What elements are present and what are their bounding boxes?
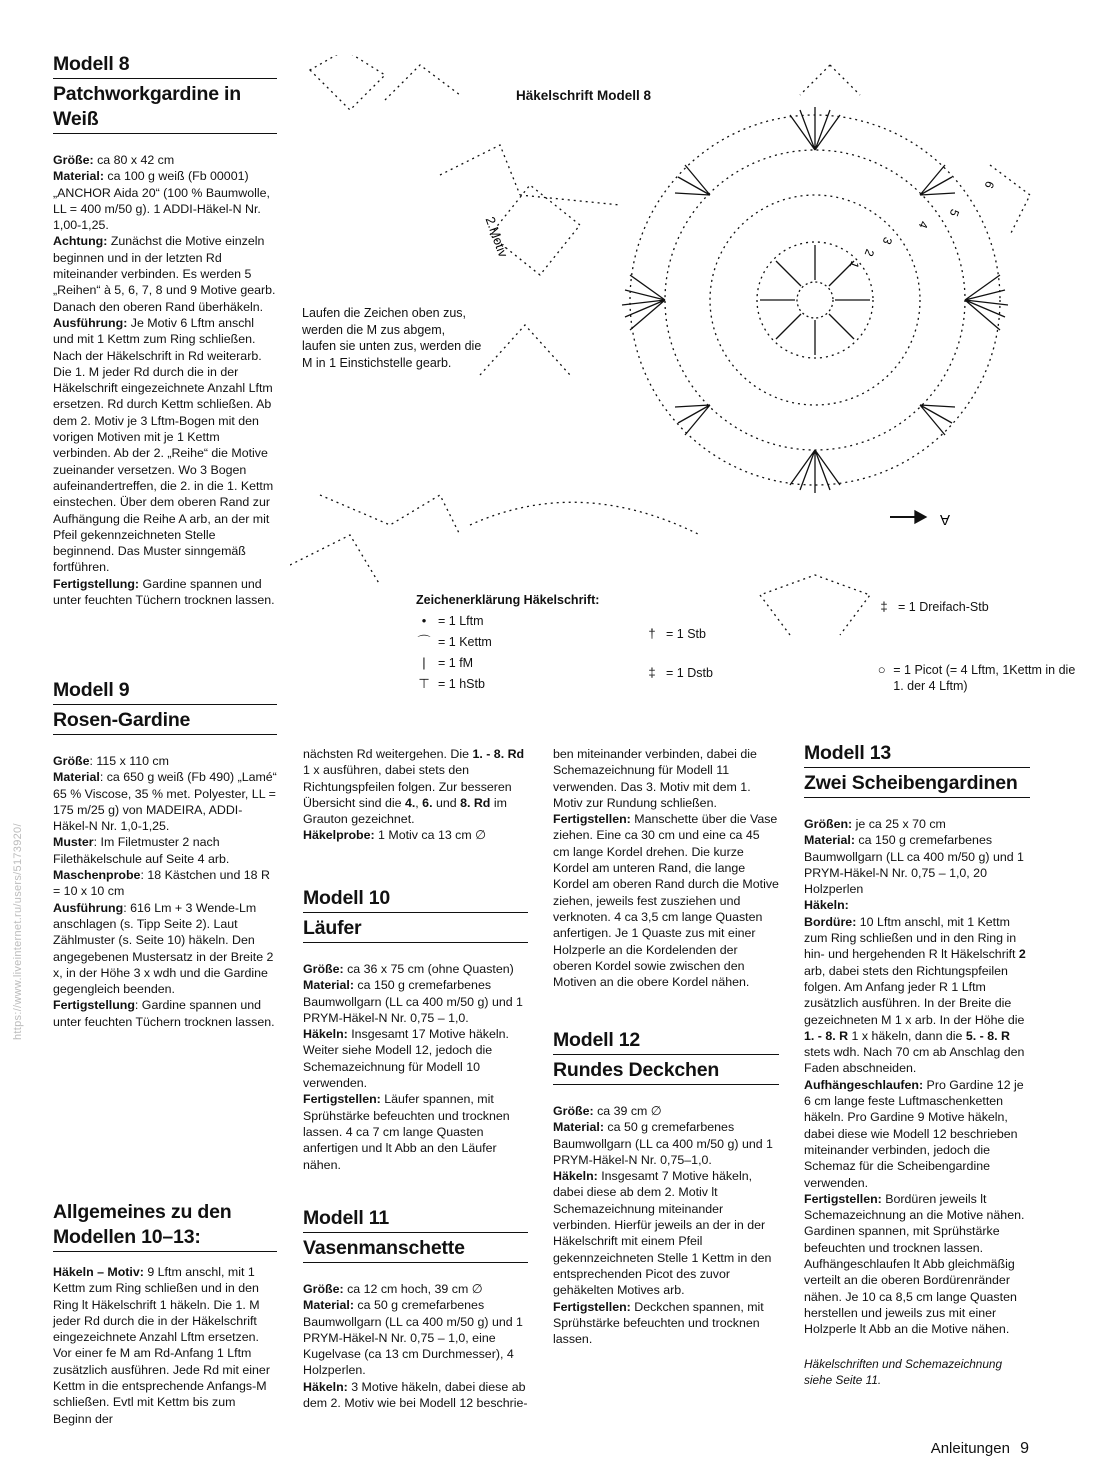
m9-fertigstellung: Fertigstellung: Gardine spannen und unter feuchten Tüchern trocknen lassen. xyxy=(53,998,275,1029)
legend-item xyxy=(644,662,713,683)
legend-item xyxy=(416,610,599,631)
motiv-label: 2.Motiv xyxy=(482,214,511,260)
legend-item xyxy=(416,673,599,694)
legend-col4 xyxy=(876,662,1076,694)
modell-11-title: Modell 11 xyxy=(303,1206,528,1233)
m8-groesse: Größe: ca 80 x 42 cm xyxy=(53,153,175,167)
m13-fertigstellen: Fertigstellen: Bordüren jeweils lt Schemazeichnung an die Motive nähen. Gardinen spannen, mit Sprühstärke befeuchten und trocknen lassen. xyxy=(804,1191,1025,1255)
modell-11 xyxy=(303,1206,528,1411)
m11-groesse: Größe: ca 12 cm hoch, 39 cm ∅ xyxy=(303,1282,483,1296)
round-number-4: 4 xyxy=(915,219,932,231)
legend-item xyxy=(644,606,713,662)
modell-8-subtitle: Patchworkgardine in Weiß xyxy=(53,82,277,134)
half-double-crochet-icon: ⊤ xyxy=(418,675,430,691)
modell-13-subtitle: Zwei Scheibengardinen xyxy=(804,771,1030,798)
treble-crochet-icon: ‡ xyxy=(648,664,656,680)
modell-13-title: Modell 13 xyxy=(804,741,1030,768)
column-3 xyxy=(553,746,779,990)
allg-continued: nächsten Rd weitergehen. Die 1. - 8. Rd 1 x ausführen, dabei stets den Richtungspfeilen folgen. Zur besseren Übersicht sind die 4., 6. und 8. Rd im Grauton gezeichnet. xyxy=(303,747,525,827)
page-number: 9 xyxy=(1020,1440,1029,1457)
m11-fertigstellen: Fertigstellen: Manschette über die Vase ziehen. Eine ca 30 cm und eine ca 45 cm lange Kordel drehen. Die kurze Kordel am unteren Rand, die lange Kordel am oberen Rand durch die Motive ziehen, jeweils fest zusziehen und verknoten. 4 ca 3,5 cm lange Quasten anfertigen. Je 1 Quaste zus mit einer Holzperle an die Kordelenden der oberen Kordel sowie zwischen den Motiven an die obere Kordel nähen. xyxy=(553,812,779,990)
legend-item xyxy=(416,631,599,652)
m10-groesse: Größe: ca 36 x 75 cm (ohne Quasten) xyxy=(303,962,514,976)
m8-fertigstellung: Fertigstellung: Gardine spannen und unter feuchten Tüchern trocknen lassen. xyxy=(53,576,275,608)
legend-item xyxy=(876,662,1076,694)
modell-10-subtitle: Läufer xyxy=(303,916,528,943)
chain-stitch-icon: • xyxy=(421,612,427,628)
allgemeines xyxy=(53,1200,277,1427)
diagram-note: Laufen die Zeichen oben zus, werden die M zus abgem, laufen sie unten zus, werden die M in 1 Einstichstelle gearb. xyxy=(302,306,482,370)
modell-8 xyxy=(53,52,277,608)
round-number-6: 6 xyxy=(981,179,998,191)
legend-text: = 1 Kettm xyxy=(438,634,492,649)
m13-groessen: Größen: je ca 25 x 70 cm xyxy=(804,817,946,831)
footer-section: Anleitungen xyxy=(930,1440,1010,1457)
modell-12-subtitle: Rundes Deckchen xyxy=(553,1058,779,1085)
m13-aufhaengeschlaufen: Aufhängeschlaufen: Pro Gardine 12 je 6 cm lange feste Luftmaschenketten häkeln. Pro Gardine 9 Motive häkeln, dabei diese wie Modell 12 beschrieben miteinander verbinden, jedoch die Schemaz für die Scheibengardine verwenden. xyxy=(804,1077,1024,1190)
legend-text: = 1 hStb xyxy=(438,676,485,691)
modell-10 xyxy=(303,886,528,1173)
m11-haekeln: Häkeln: 3 Motive häkeln, dabei diese ab dem 2. Motiv wie bei Modell 12 beschrie- xyxy=(303,1379,528,1411)
legend-text: = 1 Dreifach-Stb xyxy=(898,599,989,614)
m13-aufhaengeschlaufen-2: Aufhängeschlaufen lt Abb gleichmäßig verteilt an die oberen Bordürenränder nähen. Je 10 ca 8,5 cm lange Quasten herstellen und jeweils zus mit einer Holzperle lt Abb an die Motive nähen. xyxy=(804,1257,1017,1337)
m11-continued: ben miteinander verbinden, dabei die Schemazeichnung für Modell 11 verwenden. Das 3. Motiv mit dem 1. Motiv zur Rundung schließen. xyxy=(553,747,757,810)
m13-note: Häkelschriften und Schemazeichnung siehe Seite 11. xyxy=(804,1356,1003,1387)
m12-material: Material: ca 50 g cremefarbenes Baumwollgarn (LL ca 400 m/50 g) und 1 PRYM-Häkel-N Nr. 0,75–1,0. xyxy=(553,1120,773,1167)
watermark-url: https://www.liveinternet.ru/users/5173920/ xyxy=(12,823,24,1040)
m8-achtung: Achtung: Zunächst die Motive einzeln beginnen und in der letzten Rd miteinander verbinden. Es werden 5 „Reihen“ à 5, 6, 7, 8 und 9 Motive gearb. Danach den oberen Rand überhäkeln. xyxy=(53,234,276,314)
legend-title: Zeichenerklärung Häkelschrift: xyxy=(416,593,600,607)
m11-material: Material: ca 50 g cremefarbenes Baumwollgarn (LL ca 400 m/50 g) und 1 PRYM-Häkel-N Nr. 0,75 – 1,0, eine Kugelvase (ca 13 cm Durchmesser), 4 Holzperlen. xyxy=(303,1298,523,1378)
legend-text: = 1 Dstb xyxy=(666,665,713,680)
m9-groesse: Größe: 115 x 110 cm xyxy=(53,754,169,768)
legend-item xyxy=(416,652,599,673)
m9-maschenprobe: Maschenprobe: 18 Kästchen und 18 R = 10 x 10 cm xyxy=(53,868,270,899)
m10-haekeln: Häkeln: Insgesamt 17 Motive häkeln. Weiter siehe Modell 12, jedoch die Schemazeichnung für Modell 10 verwenden. xyxy=(303,1027,509,1091)
legend-text: = 1 Lftm xyxy=(438,613,484,628)
m10-material: Material: ca 150 g cremefarbenes Baumwollgarn (LL ca 400 m/50 g) und 1 PRYM-Häkel-N Nr. 0,75 – 1,0. xyxy=(303,978,523,1025)
allgemeines-title: Allgemeines zu den Modellen 10–13: xyxy=(53,1200,277,1252)
m8-ausfuehrung: Ausführung: Je Motiv 6 Lftm anschl und mit 1 Kettm zum Ring schließen. Nach der Häkelschrift in Rd weiterarb. Die 1. M jeder Rd durch die in der Häkelschrift eingezeichnete Anzahl Lftm ersetzen. Rd durch Kettm schließen. Ab dem 2. Motiv je 3 Lftm-Bogen mit den vorigen Motiven mit je 1 Kettm verbinden. Ab der 2. „Reihe“ die Motive zueinander versetzen. Wo 3 Bogen aufeinandertreffen, die 2. in die 1. Kettm einstechen. Über dem oberen Rand zur Aufhängung die Reihe A arb, an der mit Pfeil gekennzeichneten Stelle beginnend. Das Muster sinngemäß fortführen. xyxy=(53,315,274,575)
column-2 xyxy=(303,746,528,844)
diagram-title: Häkelschrift Modell 8 xyxy=(516,88,652,103)
round-number-1: 1 xyxy=(846,259,863,271)
allg-haekeln: Häkeln – Motiv: 9 Lftm anschl, mit 1 Kettm zum Ring schließen und in den Ring lt Häkelschrift 1 häkeln. Die 1. M jeder Rd durch die in der Häkelschrift eingezeichnete Anzahl Lftm ersetzen. Vor einer fe M am Rd-Anfang 1 Lftm zusätzlich ausführen. Jede Rd mit einer Kettm in die entsprechende Anfangs-M schließen. Evtl mit Kettm bis zum Beginn der xyxy=(53,1265,270,1426)
m9-material: Material: ca 650 g weiß (Fb 490) „Lamé“ 65 % Viscose, 35 % met. Polyester, LL = 175 m/25 g) von MADEIRA, ADDI-Häkel-N Nr. 1,0-1,25. xyxy=(53,770,277,834)
legend-text: = 1 fM xyxy=(438,655,474,670)
modell-10-title: Modell 10 xyxy=(303,886,528,913)
m9-ausfuehrung: Ausführung: 616 Lm + 3 Wende-Lm anschlagen (s. Tipp Seite 2). Laut Zählmuster (s. Seite 10) häkeln. Den angegebenen Mustersatz in der Breite 2 x, in der Höhe 3 x wdh und die Gardine gegengleich beenden. xyxy=(53,900,274,997)
m12-fertigstellen: Fertigstellen: Deckchen spannen, mit Sprühstärke befeuchten und trocknen lassen. xyxy=(553,1299,764,1347)
legend-col3 xyxy=(876,596,989,617)
modell-12-title: Modell 12 xyxy=(553,1028,779,1055)
m8-material: Material: ca 100 g weiß (Fb 00001) „ANCHOR Aida 20“ (100 % Baumwolle, LL = 400 m/50 g). 1 ADDI-Häkel-N Nr. 1,00-1,25. xyxy=(53,169,270,233)
legend-text: = 1 Picot (= 4 Lftm, 1Kettm in die 1. der 4 Lftm) xyxy=(893,663,1076,693)
page-footer xyxy=(931,1440,1029,1458)
picot-icon: ○ xyxy=(877,662,886,677)
slip-stitch-icon: ⌒ xyxy=(417,633,431,649)
legend xyxy=(416,592,599,694)
m13-haekeln-label: Häkeln: xyxy=(804,898,849,913)
modell-12 xyxy=(553,1028,779,1347)
legend-item xyxy=(876,596,989,617)
single-crochet-icon: | xyxy=(422,654,426,670)
m12-groesse: Größe: ca 39 cm ∅ xyxy=(553,1104,662,1118)
double-crochet-icon: † xyxy=(648,626,656,641)
modell-9 xyxy=(53,678,277,1030)
allg-haekelprobe: Häkelprobe: 1 Motiv ca 13 cm ∅ xyxy=(303,828,486,843)
legend-text: = 1 Stb xyxy=(666,627,706,641)
m13-material: Material: ca 150 g cremefarbenes Baumwollgarn (LL ca 400 m/50 g) und 1 PRYM-Häkel-N Nr. 0,75 – 1,0, 20 Holzperlen xyxy=(804,833,1024,897)
arrow-label: A xyxy=(939,511,950,528)
modell-8-title: Modell 8 xyxy=(53,52,277,79)
modell-9-subtitle: Rosen-Gardine xyxy=(53,708,277,735)
m13-bordure: Bordüre: 10 Lftm anschl, mit 1 Kettm zum Ring schließen und in den Ring in hin- und hergehenden R lt Häkelschrift 2 arb, dabei stets den Richtungspfeilen folgen. Am Anfang jeder R 1 Lftm zusätzlich ausführen. In der Breite die gezeichneten M 1 x arb. In der Höhe die 1. - 8. R 1 x häkeln, dann die 5. - 8. R stets wdh. Nach 70 cm ab Anschlag den Faden abschneiden. xyxy=(804,914,1026,1076)
m12-haekeln: Häkeln: Insgesamt 7 Motive häkeln, dabei diese ab dem 2. Motiv lt Schemazeichnung miteinander verbinden. Hierfür jeweils an der in der Häkelschrift mit einem Pfeil gekennzeichneten Stelle 1 Kettm in den entsprechenden Picot des zuvor gehäkelten Motives arb. xyxy=(553,1169,772,1298)
modell-9-title: Modell 9 xyxy=(53,678,277,705)
modell-13 xyxy=(804,741,1030,1388)
round-number-5: 5 xyxy=(946,207,963,219)
modell-11-subtitle: Vasenmanschette xyxy=(303,1236,528,1263)
round-number-2: 2 xyxy=(861,247,878,259)
legend-col2 xyxy=(644,606,713,683)
triple-treble-icon: ‡ xyxy=(880,598,888,614)
m10-fertigstellen: Fertigstellen: Läufer spannen, mit Sprühstärke befeuchten und trocknen lassen. 4 ca 7 cm lange Quasten anfertigen und lt Abb an den Läufer nähen. xyxy=(303,1092,510,1172)
m9-muster: Muster: Im Filetmuster 2 nach Filethäkelschule auf Seite 4 arb. xyxy=(53,835,230,866)
round-number-3: 3 xyxy=(879,235,896,247)
